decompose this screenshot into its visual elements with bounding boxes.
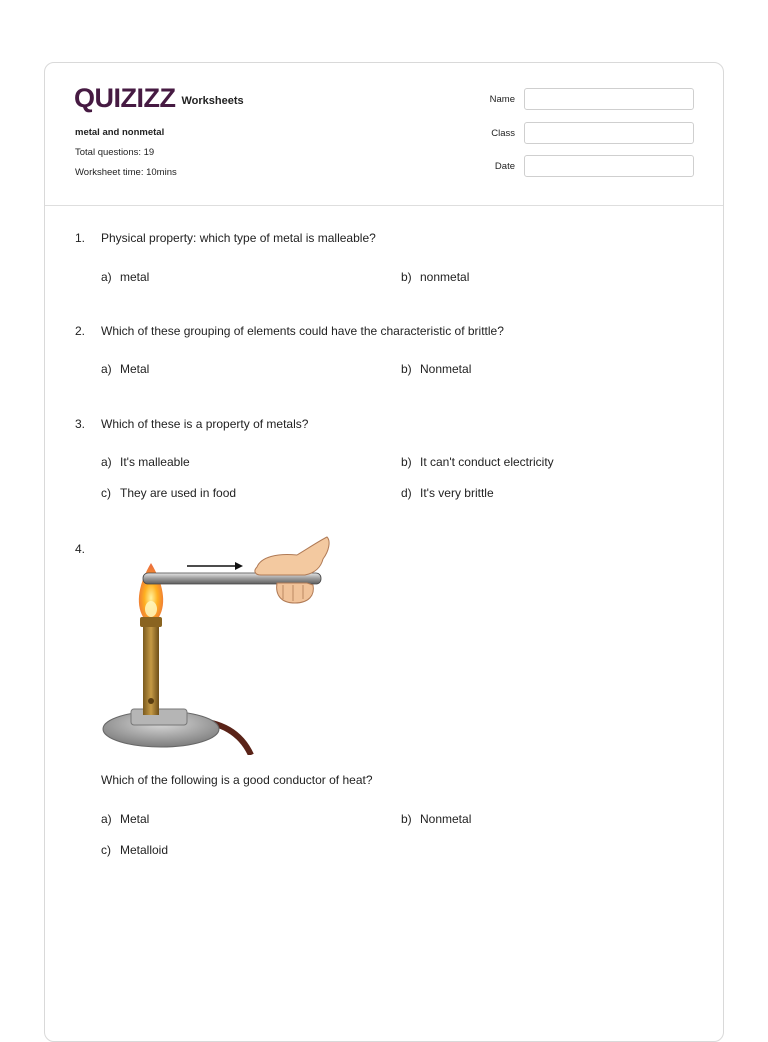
option-3b (401, 455, 554, 469)
option-3a (101, 455, 190, 469)
quizizz-logo: QUIZIZZ (74, 83, 176, 113)
hand (255, 537, 329, 603)
option-text: Nonmetal (420, 812, 472, 826)
option-4c (101, 843, 168, 857)
worksheet-page (44, 62, 724, 1042)
option-letter: b) (401, 455, 412, 469)
option-3d (401, 486, 494, 500)
option-letter: a) (101, 455, 112, 469)
name-field[interactable] (524, 88, 694, 110)
option-text: nonmetal (420, 270, 470, 284)
option-text: Metal (120, 362, 150, 376)
option-2b (401, 362, 471, 376)
class-label: Class (491, 128, 515, 139)
option-4b (401, 812, 471, 826)
question-number: 4. (75, 542, 86, 556)
option-letter: c) (101, 843, 111, 857)
option-3c (101, 486, 236, 500)
question-number: 3. (75, 417, 86, 431)
name-label: Name (489, 94, 515, 105)
option-text: Nonmetal (420, 362, 472, 376)
question-2 (75, 324, 504, 338)
option-4a (101, 812, 149, 826)
option-2a (101, 362, 149, 376)
option-text: It's very brittle (420, 486, 494, 500)
bunsen-burner-illustration (101, 533, 341, 755)
worksheet-title: metal and nonmetal (75, 127, 165, 138)
question-number: 1. (75, 231, 86, 245)
option-letter: d) (401, 486, 412, 500)
logo-subtitle: Worksheets (181, 95, 244, 107)
option-letter: b) (401, 812, 412, 826)
question-1 (75, 231, 376, 245)
option-letter: b) (401, 270, 412, 284)
flame-core (145, 601, 157, 617)
total-questions: Total questions: 19 (75, 147, 155, 158)
question-number: 2. (75, 324, 86, 338)
question-4-number (75, 542, 101, 556)
option-text: It can't conduct electricity (420, 455, 554, 469)
date-label: Date (494, 161, 515, 172)
class-field[interactable] (524, 122, 694, 144)
option-1a (101, 270, 149, 284)
option-text: Metal (120, 812, 150, 826)
date-field[interactable] (524, 155, 694, 177)
option-letter: a) (101, 812, 112, 826)
burner-nozzle (140, 617, 162, 627)
option-letter: a) (101, 362, 112, 376)
option-1b (401, 270, 469, 284)
worksheet-header (45, 63, 723, 206)
arrow-head (235, 562, 243, 570)
option-text: metal (120, 270, 150, 284)
option-text: Metalloid (120, 843, 169, 857)
question-text: Which of these grouping of elements could have the characteristic of brittle? (101, 324, 504, 338)
option-letter: c) (101, 486, 111, 500)
option-text: It's malleable (120, 455, 190, 469)
air-hole (148, 698, 154, 704)
worksheet-time: Worksheet time: 10mins (75, 167, 177, 178)
option-letter: b) (401, 362, 412, 376)
option-text: They are used in food (120, 486, 237, 500)
option-letter: a) (101, 270, 112, 284)
question-3 (75, 417, 308, 431)
question-text: Which of these is a property of metals? (101, 417, 309, 431)
question-text: Physical property: which type of metal is malleable? (101, 231, 376, 245)
brand (74, 85, 244, 112)
question-4-text: Which of the following is a good conductor of heat? (101, 773, 373, 787)
